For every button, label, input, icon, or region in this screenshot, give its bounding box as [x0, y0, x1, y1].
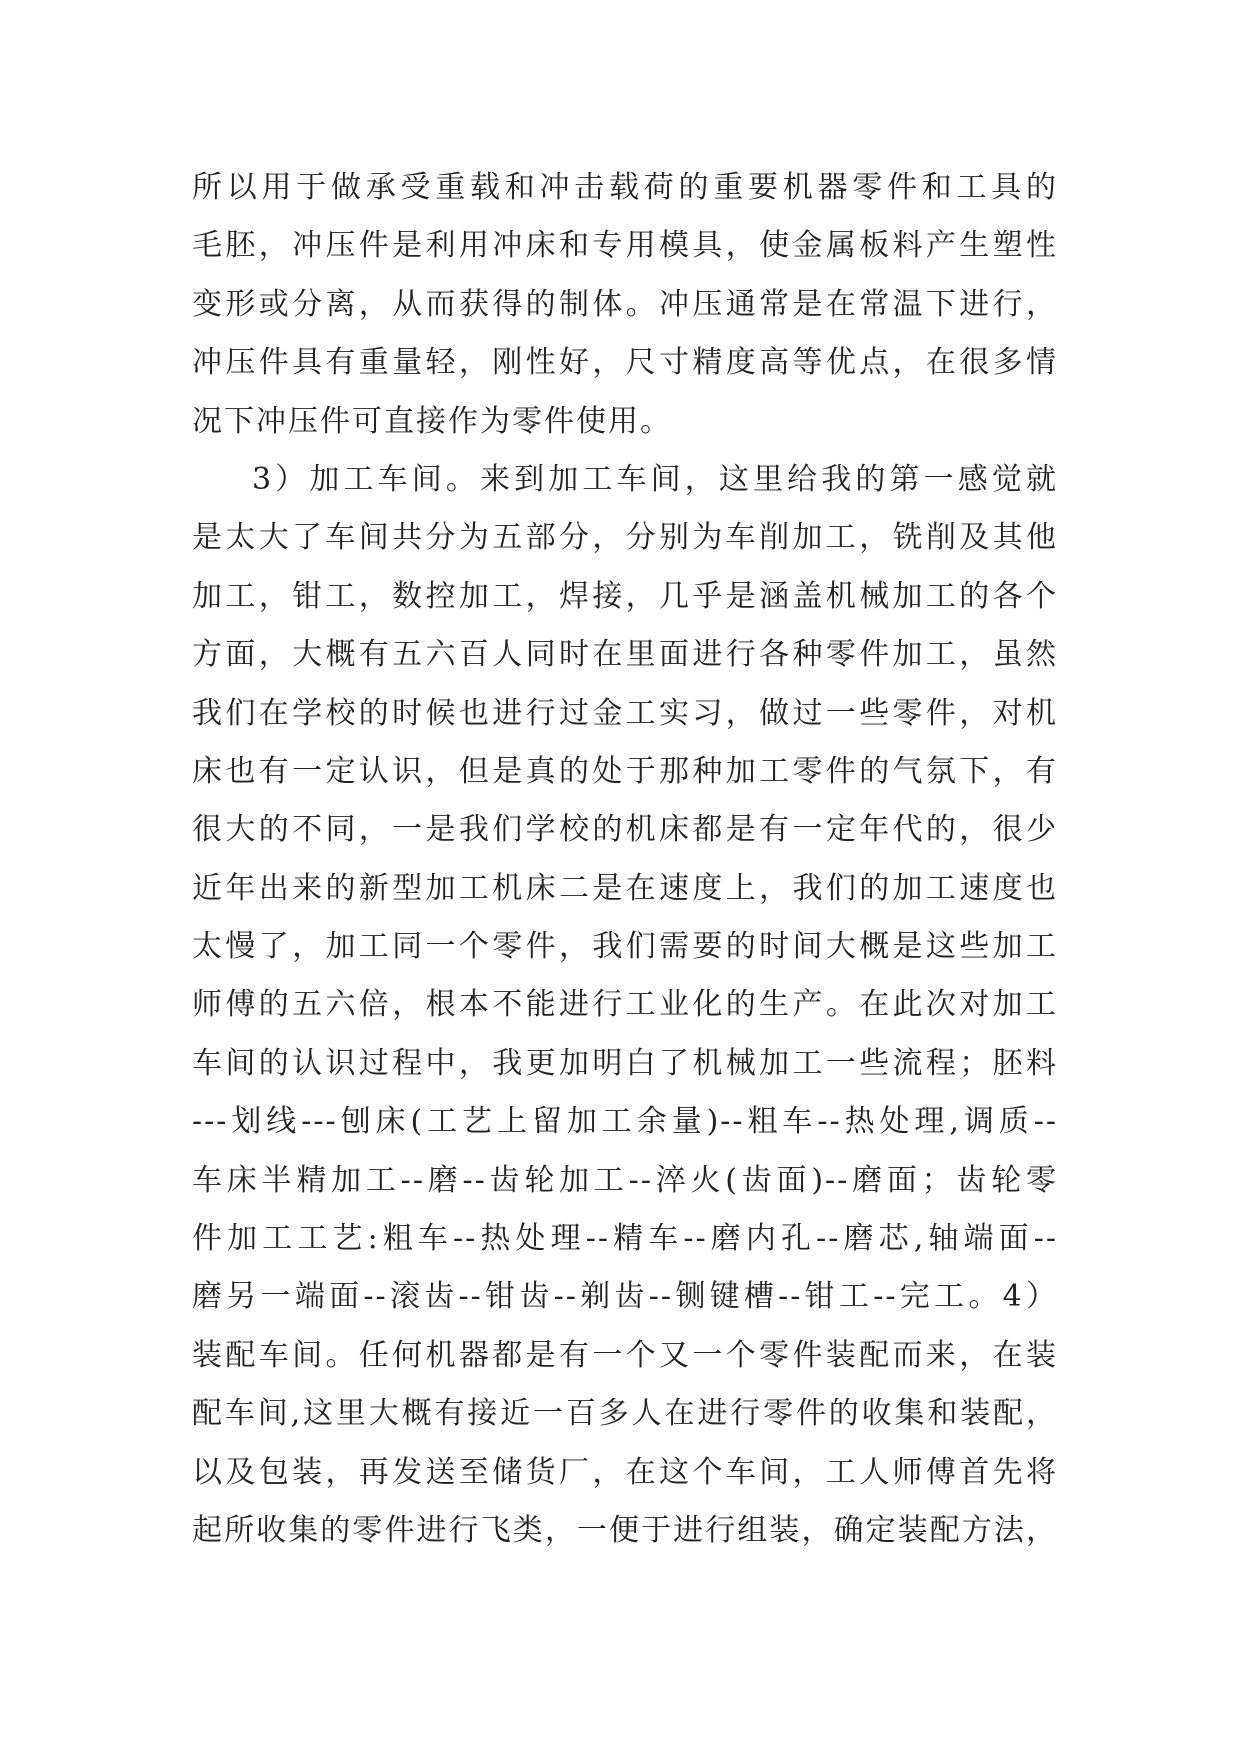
text-line: 况下冲压件可直接作为零件使用。	[192, 403, 672, 439]
text-line: 车床半精加工--磨--齿轮加工--淬火(齿面)--磨面；齿轮零	[192, 1162, 1058, 1198]
text-line: 起所收集的零件进行飞类，一便于进行组装，确定装配方法，	[192, 1512, 1058, 1548]
text-line: 床也有一定认识，但是真的处于那种加工零件的气氛下，有	[192, 753, 1058, 789]
text-line: 装配车间。任何机器都是有一个又一个零件装配而来，在装	[192, 1337, 1058, 1373]
text-line: 毛胚，冲压件是利用冲床和专用模具，使金属板料产生塑性	[192, 228, 1058, 264]
text-line: ---划线---刨床(工艺上留加工余量)--粗车--热处理,调质--	[192, 1104, 1058, 1140]
text-line: 件加工工艺:粗车--热处理--精车--磨内孔--磨芯,轴端面--	[192, 1221, 1058, 1257]
text-line: 太慢了，加工同一个零件，我们需要的时间大概是这些加工	[192, 929, 1058, 965]
text-line: 加工，钳工，数控加工，焊接，几乎是涵盖机械加工的各个	[192, 578, 1058, 614]
text-line: 冲压件具有重量轻，刚性好，尺寸精度高等优点，在很多情	[192, 345, 1058, 381]
body-text	[192, 159, 1058, 1560]
text-line: 是太大了车间共分为五部分，分别为车削加工，铣削及其他	[192, 520, 1058, 556]
text-line: 以及包装，再发送至储货厂，在这个车间，工人师傅首先将	[192, 1454, 1058, 1490]
text-line: 我们在学校的时候也进行过金工实习，做过一些零件，对机	[192, 695, 1058, 731]
text-line: 变形或分离，从而获得的制体。冲压通常是在常温下进行，	[192, 286, 1058, 322]
text-line: 配车间,这里大概有接近一百多人在进行零件的收集和装配，	[192, 1396, 1058, 1432]
text-line: 师傅的五六倍，根本不能进行工业化的生产。在此次对加工	[192, 987, 1058, 1023]
text-line: 很大的不同，一是我们学校的机床都是有一定年代的，很少	[192, 812, 1058, 848]
text-line: 所以用于做承受重载和冲击载荷的重要机器零件和工具的	[192, 170, 1058, 205]
text-line: 方面，大概有五六百人同时在里面进行各种零件加工，虽然	[192, 637, 1058, 673]
text-line: 车间的认识过程中，我更加明白了机械加工一些流程；胚料	[192, 1045, 1058, 1081]
text-line: 近年出来的新型加工机床二是在速度上，我们的加工速度也	[192, 870, 1058, 906]
text-line: 3）加工车间。来到加工车间，这里给我的第一感觉就	[252, 461, 1058, 497]
text-line: 磨另一端面--滚齿--钳齿--剃齿--铡键槽--钳工--完工。4）	[192, 1279, 1058, 1315]
